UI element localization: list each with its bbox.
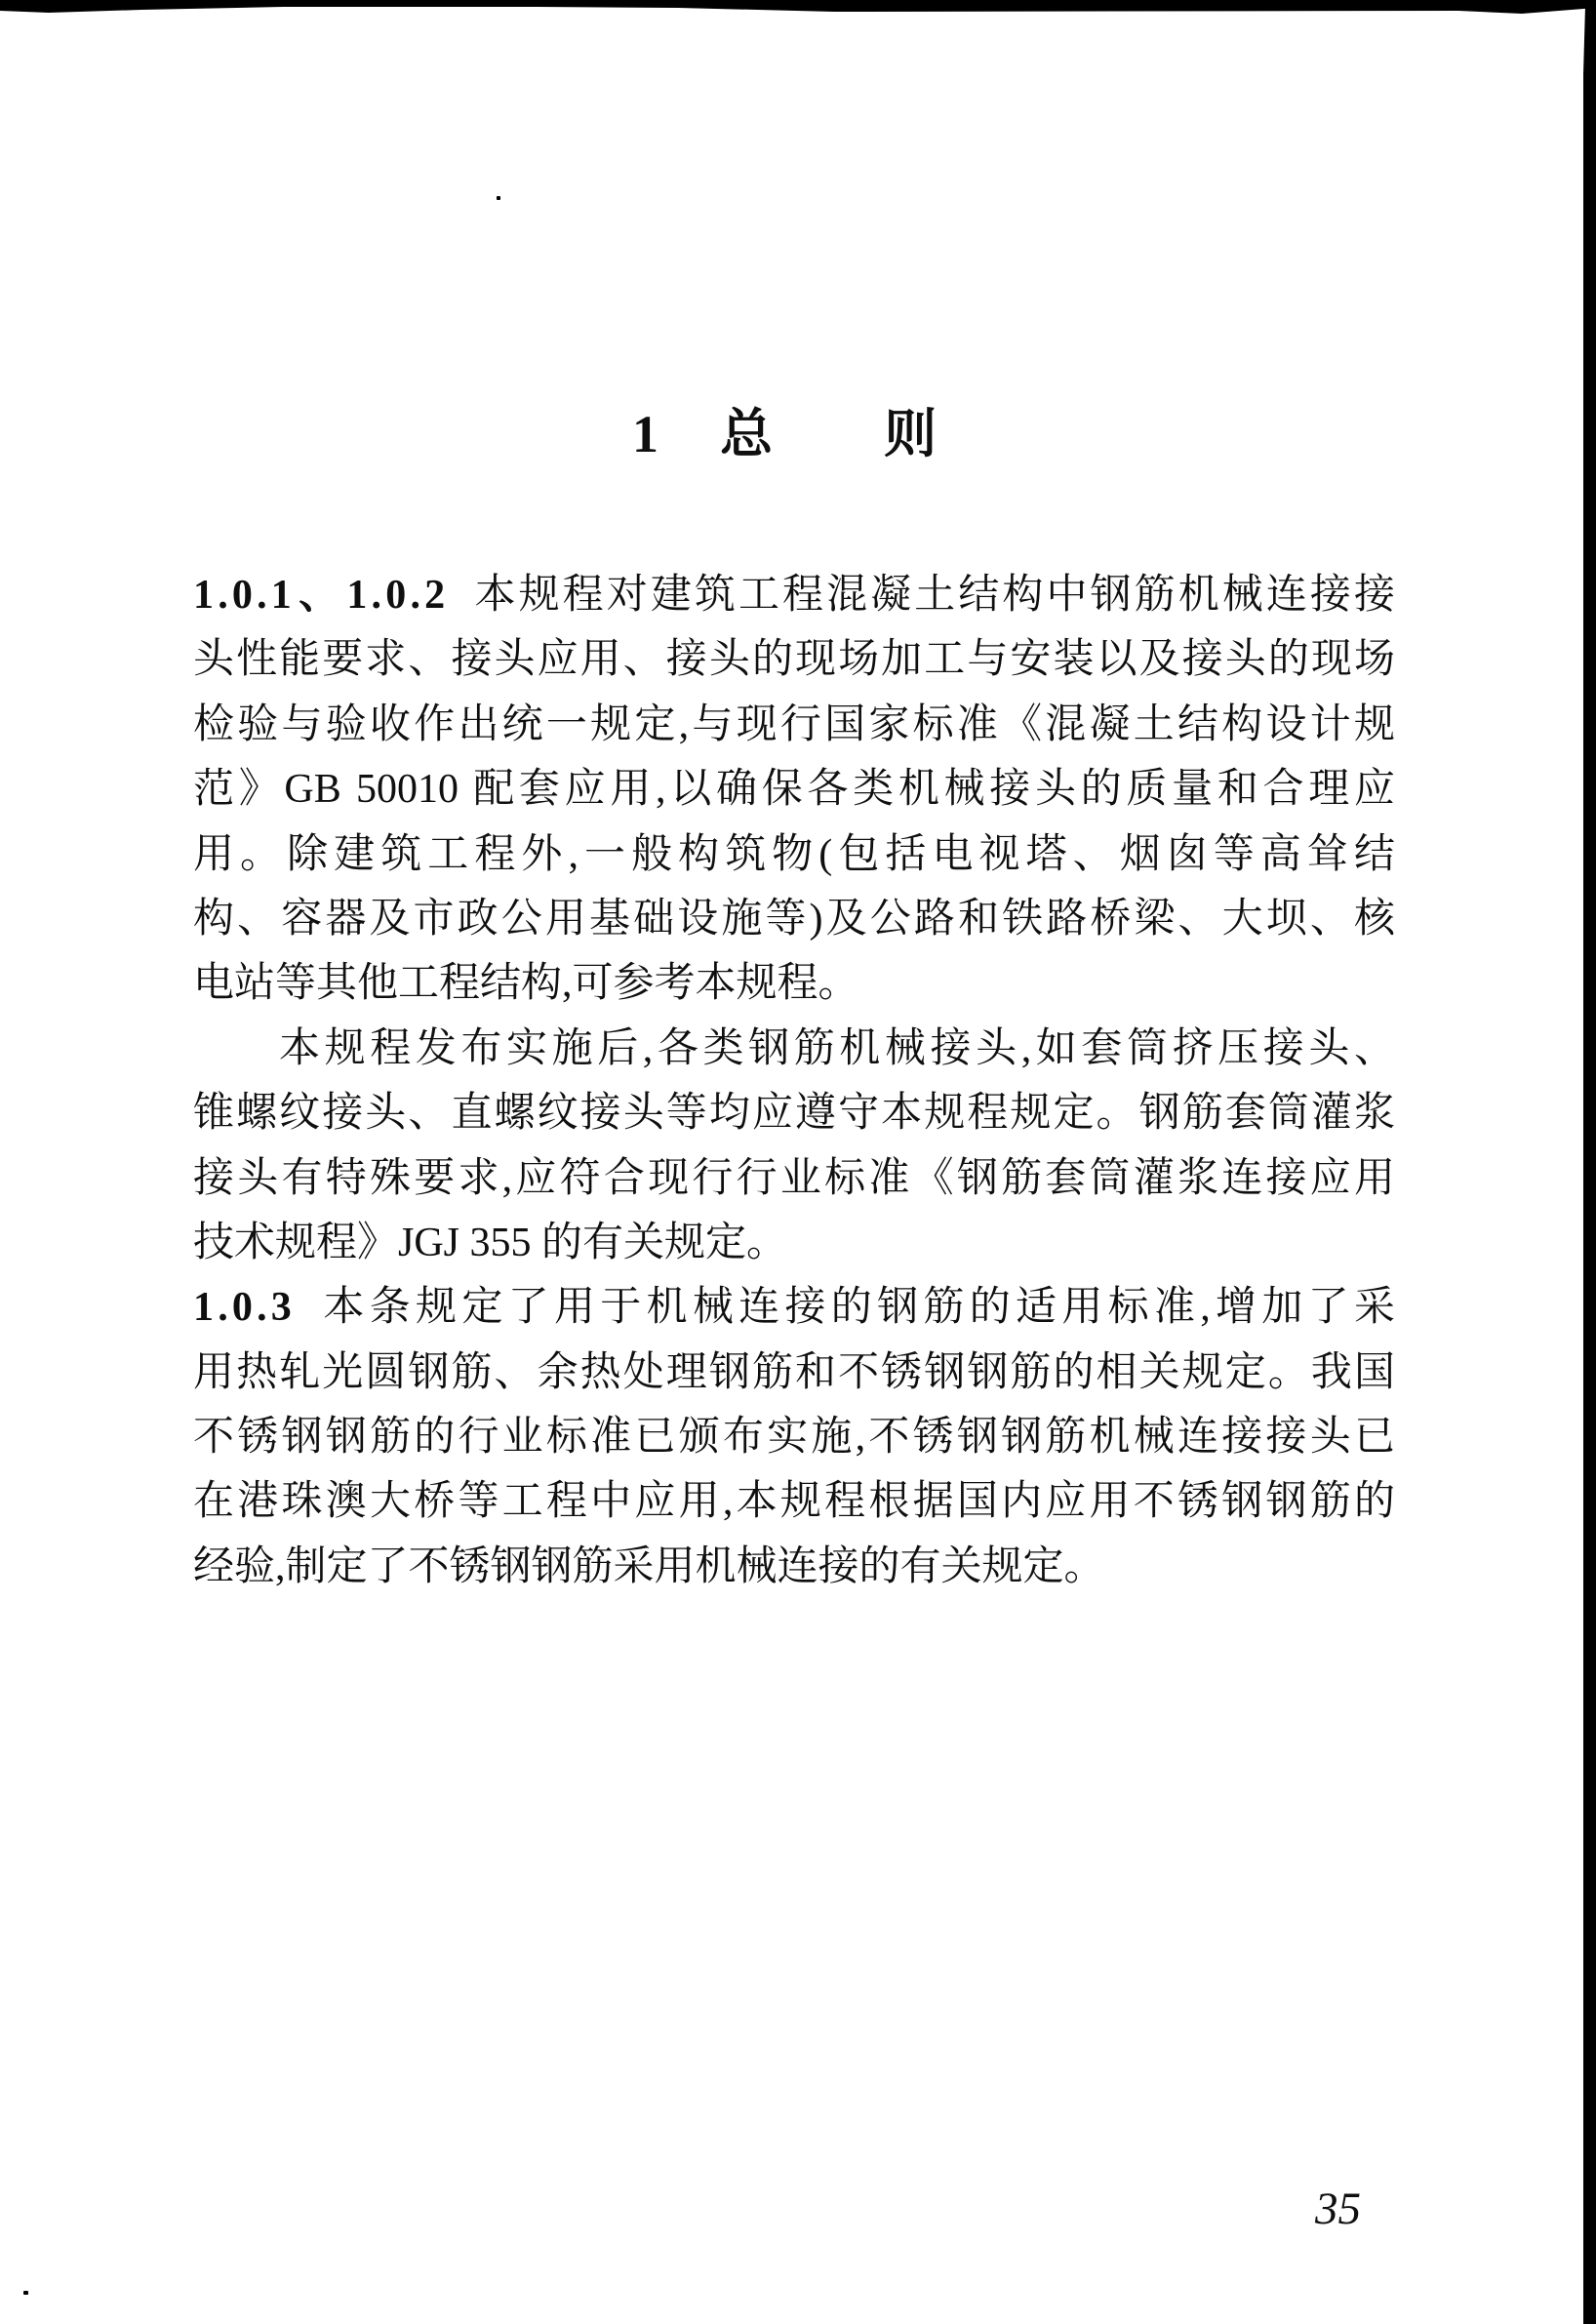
body-line — [193, 1405, 1395, 1469]
body-line-text: 本条规定了用于机械连接的钢筋的适用标准,增加了采 — [318, 1285, 1395, 1331]
body-line-text: 经验,制定了不锈钢钢筋采用机械连接的有关规定。 — [193, 1543, 1105, 1589]
body-line-text: 用。除建筑工程外,一般构筑物(包括电视塔、烟囱等高耸结 — [193, 831, 1395, 877]
body-line-text: 不锈钢钢筋的行业标准已颁布实施,不锈钢钢筋机械连接接头已 — [193, 1415, 1395, 1461]
body-line — [193, 627, 1395, 692]
scan-speck — [497, 196, 500, 200]
body-line — [193, 1017, 1395, 1081]
chapter-number: 1 — [632, 405, 658, 463]
body-line — [193, 1341, 1395, 1405]
body-line-text: 头性能要求、接头应用、接头的现场加工与安装以及接头的现场 — [193, 637, 1395, 683]
body-line-text: 本规程对建筑工程混凝土结构中钢筋机械连接接 — [471, 573, 1395, 618]
body-line — [193, 757, 1395, 821]
body-line — [193, 1469, 1395, 1534]
body-line-text: 锥螺纹接头、直螺纹接头等均应遵守本规程规定。钢筋套筒灌浆 — [193, 1091, 1395, 1137]
section-number: 1.0.3 — [193, 1285, 296, 1331]
body-lines — [193, 563, 1395, 1599]
body-line-text: 范》GB 50010 配套应用,以确保各类机械接头的质量和合理应 — [193, 767, 1395, 813]
chapter-title-char-2: 则 — [884, 405, 937, 463]
body-line — [193, 1275, 1395, 1340]
body-line — [193, 693, 1395, 757]
section-number: 1.0.1、1.0.2 — [193, 573, 450, 618]
body-line-text: 在港珠澳大桥等工程中应用,本规程根据国内应用不锈钢钢筋的 — [193, 1479, 1395, 1525]
body-line — [193, 1081, 1395, 1145]
body-line-text: 用热轧光圆钢筋、余热处理钢筋和不锈钢钢筋的相关规定。我国 — [193, 1349, 1395, 1395]
body-line-text: 电站等其他工程结构,可参考本规程。 — [193, 961, 859, 1007]
chapter-title — [0, 404, 1596, 472]
body-line-text: 检验与验收作出统一规定,与现行国家标准《混凝土结构设计规 — [193, 701, 1395, 747]
body-line — [193, 1211, 1395, 1275]
body-line — [193, 951, 1395, 1016]
body-line — [193, 887, 1395, 951]
page-number: 35 — [1315, 2184, 1361, 2234]
body-line — [193, 563, 1395, 627]
chapter-title-char-1: 总 — [720, 405, 773, 463]
body-line — [193, 1535, 1395, 1599]
body-line — [193, 1146, 1395, 1211]
scan-artifact-top-edge — [0, 0, 1596, 16]
body-line-text: 接头有特殊要求,应符合现行行业标准《钢筋套筒灌浆连接应用 — [193, 1155, 1395, 1201]
body-line-text: 技术规程》JGJ 355 的有关规定。 — [193, 1220, 788, 1265]
body-line-text: 构、容器及市政公用基础设施等)及公路和铁路桥梁、大坝、核 — [193, 896, 1395, 942]
body-line-text: 本规程发布实施后,各类钢筋机械接头,如套筒挤压接头、 — [279, 1025, 1395, 1071]
scan-artifact-right-edge — [1583, 6, 1596, 2324]
scan-speck — [23, 2291, 28, 2295]
body-line — [193, 822, 1395, 887]
